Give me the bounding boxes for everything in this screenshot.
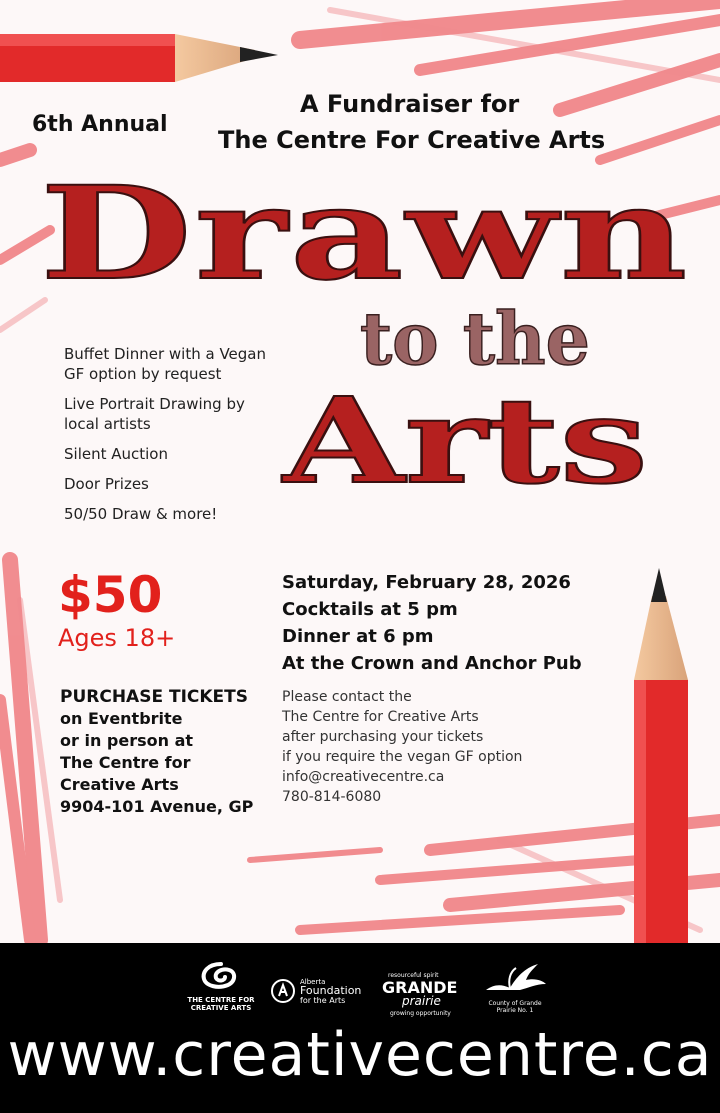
cca-logo-caption: THE CENTRE FOR CREATIVE ARTS (187, 996, 255, 1012)
county-logo (478, 960, 552, 1014)
website-url[interactable]: www.creativecentre.ca (7, 1020, 713, 1090)
contact-line: The Centre for Creative Arts (282, 709, 479, 725)
event-dinner: Dinner at 6 pm (282, 626, 434, 647)
title-word-arts: Arts (281, 371, 648, 500)
swirl-icon (198, 960, 244, 992)
perk-item: 50/50 Draw & more! (64, 505, 218, 523)
afa-logo-top: Alberta (300, 978, 326, 986)
purchase-info (60, 686, 253, 818)
afa-emblem-icon (270, 978, 296, 1004)
event-venue: At the Crown and Anchor Pub (282, 653, 582, 674)
perk-item: Door Prizes (64, 475, 149, 493)
purchase-heading: PURCHASE TICKETS (60, 687, 249, 707)
gp-logo-tag: growing opportunity (390, 1010, 451, 1017)
contact-info (282, 687, 522, 807)
pencil-right-icon (634, 568, 688, 943)
swan-icon (480, 960, 550, 996)
event-date: Saturday, February 28, 2026 (282, 572, 571, 593)
contact-line: Please contact the (282, 689, 412, 705)
age-restriction: Ages 18+ (58, 624, 176, 652)
contact-line: if you require the vegan GF option (282, 749, 523, 765)
gp-logo-main: GRANDE (382, 978, 458, 997)
perk-item: Silent Auction (64, 445, 168, 463)
pencil-top-left-icon (0, 34, 278, 82)
title-word-drawn: Drawn (40, 159, 690, 309)
purchase-line: The Centre for (60, 753, 191, 772)
ticket-price: $50 (58, 566, 163, 624)
contact-line: after purchasing your tickets (282, 729, 484, 745)
perks-list (64, 344, 279, 534)
purchase-line: 9904-101 Avenue, GP (60, 797, 254, 816)
fundraiser-line-1: A Fundraiser for (300, 90, 520, 118)
perk-item: Live Portrait Drawing by local artists (64, 395, 245, 433)
contact-email: info@creativecentre.ca (282, 769, 445, 785)
afa-logo-sub: for the Arts (300, 996, 346, 1005)
gp-logo-top: resourceful spirit (388, 972, 439, 979)
purchase-line: or in person at (60, 731, 194, 750)
cca-logo (186, 960, 256, 1012)
afa-logo-main: Foundation (300, 984, 362, 997)
annual-label: 6th Annual (32, 112, 168, 137)
fundraiser-line-2: The Centre For Creative Arts (218, 126, 606, 154)
contact-phone: 780-814-6080 (282, 789, 382, 805)
county-logo-caption: County of Grande Prairie No. 1 (488, 1000, 542, 1014)
purchase-line: Creative Arts (60, 775, 179, 794)
event-cocktails: Cocktails at 5 pm (282, 599, 458, 620)
perk-item: Buffet Dinner with a Vegan GF option by request (64, 345, 267, 383)
gp-logo-main-2: prairie (402, 994, 441, 1008)
title-word-to-the: to the (360, 296, 590, 381)
purchase-line: on Eventbrite (60, 709, 183, 728)
event-details (282, 569, 582, 677)
